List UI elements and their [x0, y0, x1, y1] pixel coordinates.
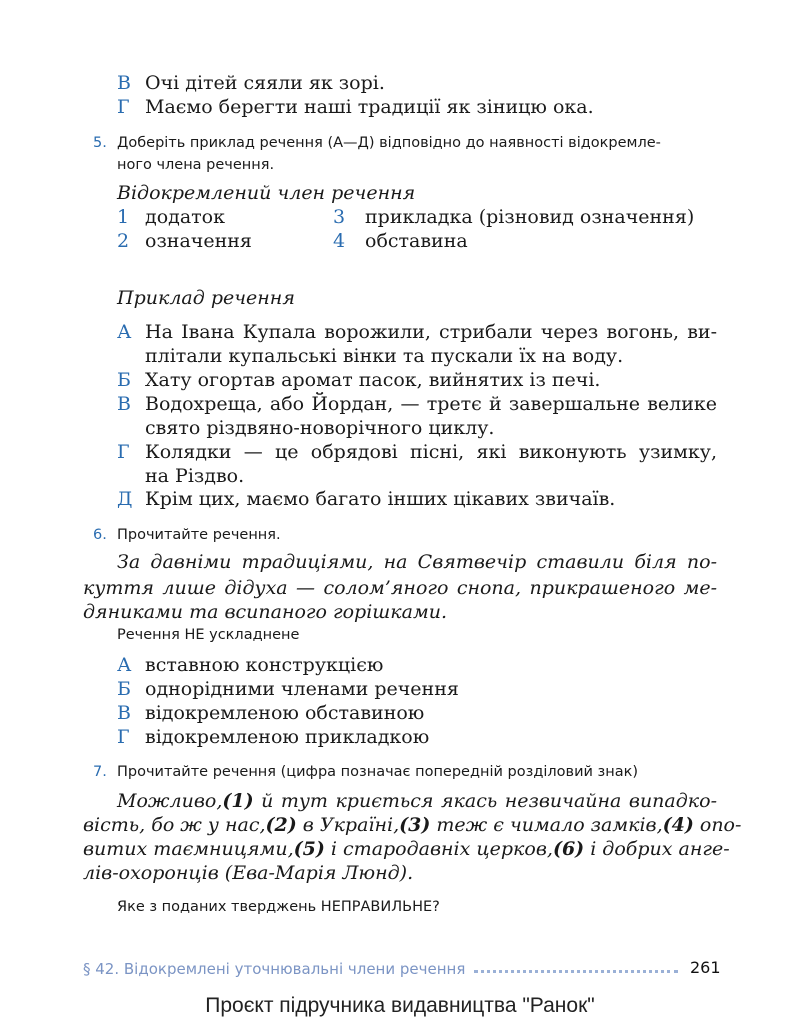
- member-text: додаток: [145, 206, 225, 228]
- q6-prompt: [93, 527, 281, 543]
- member-text: означення: [145, 230, 252, 252]
- q7-sentence-line1: [117, 790, 717, 812]
- example-text: На Івана Купала ворожили, стрибали через вогонь, ви-: [145, 321, 717, 343]
- member-text: прикладка (різновид означення): [365, 206, 695, 228]
- q6-sentence-line3: дяниками та всипаного горішками.: [83, 601, 447, 623]
- mark-number: (5): [293, 838, 325, 860]
- mark-number: (6): [552, 838, 585, 860]
- draft-note: Проєкт підручника видавництва "Ранок": [205, 994, 595, 1017]
- q6-sentence-line2: [83, 577, 717, 599]
- examples-heading: Приклад речення: [117, 287, 295, 309]
- sentence-text: і стародавніх церков,: [324, 838, 553, 860]
- member-number: 4: [333, 230, 346, 252]
- q5-prompt-line1: [93, 135, 661, 151]
- member-1: [117, 206, 225, 228]
- question-number: 5.: [93, 135, 107, 151]
- sentence-text: й тут криється якась незвичайна випадко-: [253, 790, 717, 812]
- q6-sentence-line1: [117, 551, 717, 573]
- example-letter: Б: [117, 369, 131, 391]
- option-v-top: [117, 72, 385, 94]
- option-letter: Б: [117, 678, 131, 700]
- section-title: § 42. Відокремлені уточнювальні члени речення: [83, 960, 466, 978]
- mark-number: (4): [662, 814, 694, 836]
- example-letter: А: [117, 321, 132, 343]
- question-prompt: Доберіть приклад речення (А—Д) відповідно до наявності відокремле-: [117, 135, 661, 151]
- example-text: Колядки — це обрядові пісні, які виконують узимку,: [145, 441, 717, 463]
- q6-option-g: [117, 726, 429, 748]
- member-3: [333, 206, 694, 228]
- option-text: Маємо берегти наші традиції як зіницю ока.: [145, 96, 594, 118]
- example-letter: Г: [117, 441, 130, 463]
- example-d: [117, 488, 615, 510]
- leader-dots: [474, 960, 678, 973]
- member-number: 3: [333, 206, 346, 228]
- question-number: 6.: [93, 527, 107, 543]
- sentence-text: куття лише дідуха — солом’яного снопа, прикрашеного ме-: [83, 577, 717, 599]
- example-letter: В: [117, 393, 131, 415]
- q7-sentence-line2: [83, 814, 742, 836]
- q6-option-v: [117, 702, 424, 724]
- member-2: [117, 230, 252, 252]
- mark-number: (3): [399, 814, 431, 836]
- example-b: [117, 369, 600, 391]
- question-prompt: Прочитайте речення (цифра позначає попередній розділовий знак): [117, 764, 639, 780]
- sentence-text: і добрих анге-: [584, 838, 730, 860]
- option-letter: А: [117, 654, 132, 676]
- q7-prompt: [93, 764, 638, 780]
- q7-question: Яке з поданих тверджень НЕПРАВИЛЬНЕ?: [117, 899, 440, 915]
- question-number: 7.: [93, 764, 107, 780]
- sentence-text: За давніми традиціями, на Святвечір ставили біля по-: [117, 551, 717, 573]
- example-text: Крім цих, маємо багато інших цікавих звичаїв.: [145, 488, 616, 510]
- example-text: Водохреща, або Йордан, — третє й завершальне велике: [145, 393, 717, 415]
- example-a: [117, 321, 717, 343]
- mark-number: (1): [222, 790, 254, 812]
- sentence-text: Можливо,: [117, 790, 223, 812]
- option-letter: В: [117, 72, 131, 94]
- option-text: Очі дітей сяяли як зорі.: [145, 72, 385, 94]
- option-letter: В: [117, 702, 131, 724]
- q6-option-b: [117, 678, 459, 700]
- page-number: 261: [690, 958, 721, 977]
- sentence-text: теж є чимало замків,: [430, 814, 663, 836]
- option-letter: Г: [117, 726, 130, 748]
- mark-number: (2): [265, 814, 297, 836]
- q7-sentence-line3: [83, 838, 730, 860]
- option-text: відокремленою прикладкою: [145, 726, 430, 748]
- example-letter: Д: [117, 488, 133, 510]
- q6-statement: Речення НЕ ускладнене: [117, 627, 300, 643]
- sentence-text: в Україні,: [296, 814, 400, 836]
- question-prompt: Прочитайте речення.: [117, 527, 281, 543]
- sentence-text: витих таємницями,: [83, 838, 294, 860]
- sentence-text: опо-: [693, 814, 742, 836]
- member-number: 2: [117, 230, 130, 252]
- example-g: [117, 441, 717, 463]
- member-text: обставина: [365, 230, 468, 252]
- members-heading: Відокремлений член речення: [117, 182, 416, 204]
- member-4: [333, 230, 468, 252]
- q7-sentence-line4: лів-охоронців (Ева-Марія Люнд).: [83, 862, 414, 884]
- example-a-cont: плітали купальські вінки та пускали їх на воду.: [145, 345, 624, 367]
- example-v: [117, 393, 717, 415]
- member-number: 1: [117, 206, 130, 228]
- option-g-top: [117, 96, 594, 118]
- option-text: однорідними членами речення: [145, 678, 459, 700]
- example-g-cont: на Різдво.: [145, 465, 245, 487]
- q5-prompt-line2: ного члена речення.: [117, 157, 275, 173]
- option-letter: Г: [117, 96, 130, 118]
- option-text: вставною конструкцією: [145, 654, 384, 676]
- sentence-text: вість, бо ж у нас,: [83, 814, 266, 836]
- example-v-cont: свято різдвяно-новорічного циклу.: [145, 417, 495, 439]
- option-text: відокремленою обставиною: [145, 702, 425, 724]
- q6-option-a: [117, 654, 383, 676]
- example-text: Хату огортав аромат пасок, вийнятих із печі.: [145, 369, 601, 391]
